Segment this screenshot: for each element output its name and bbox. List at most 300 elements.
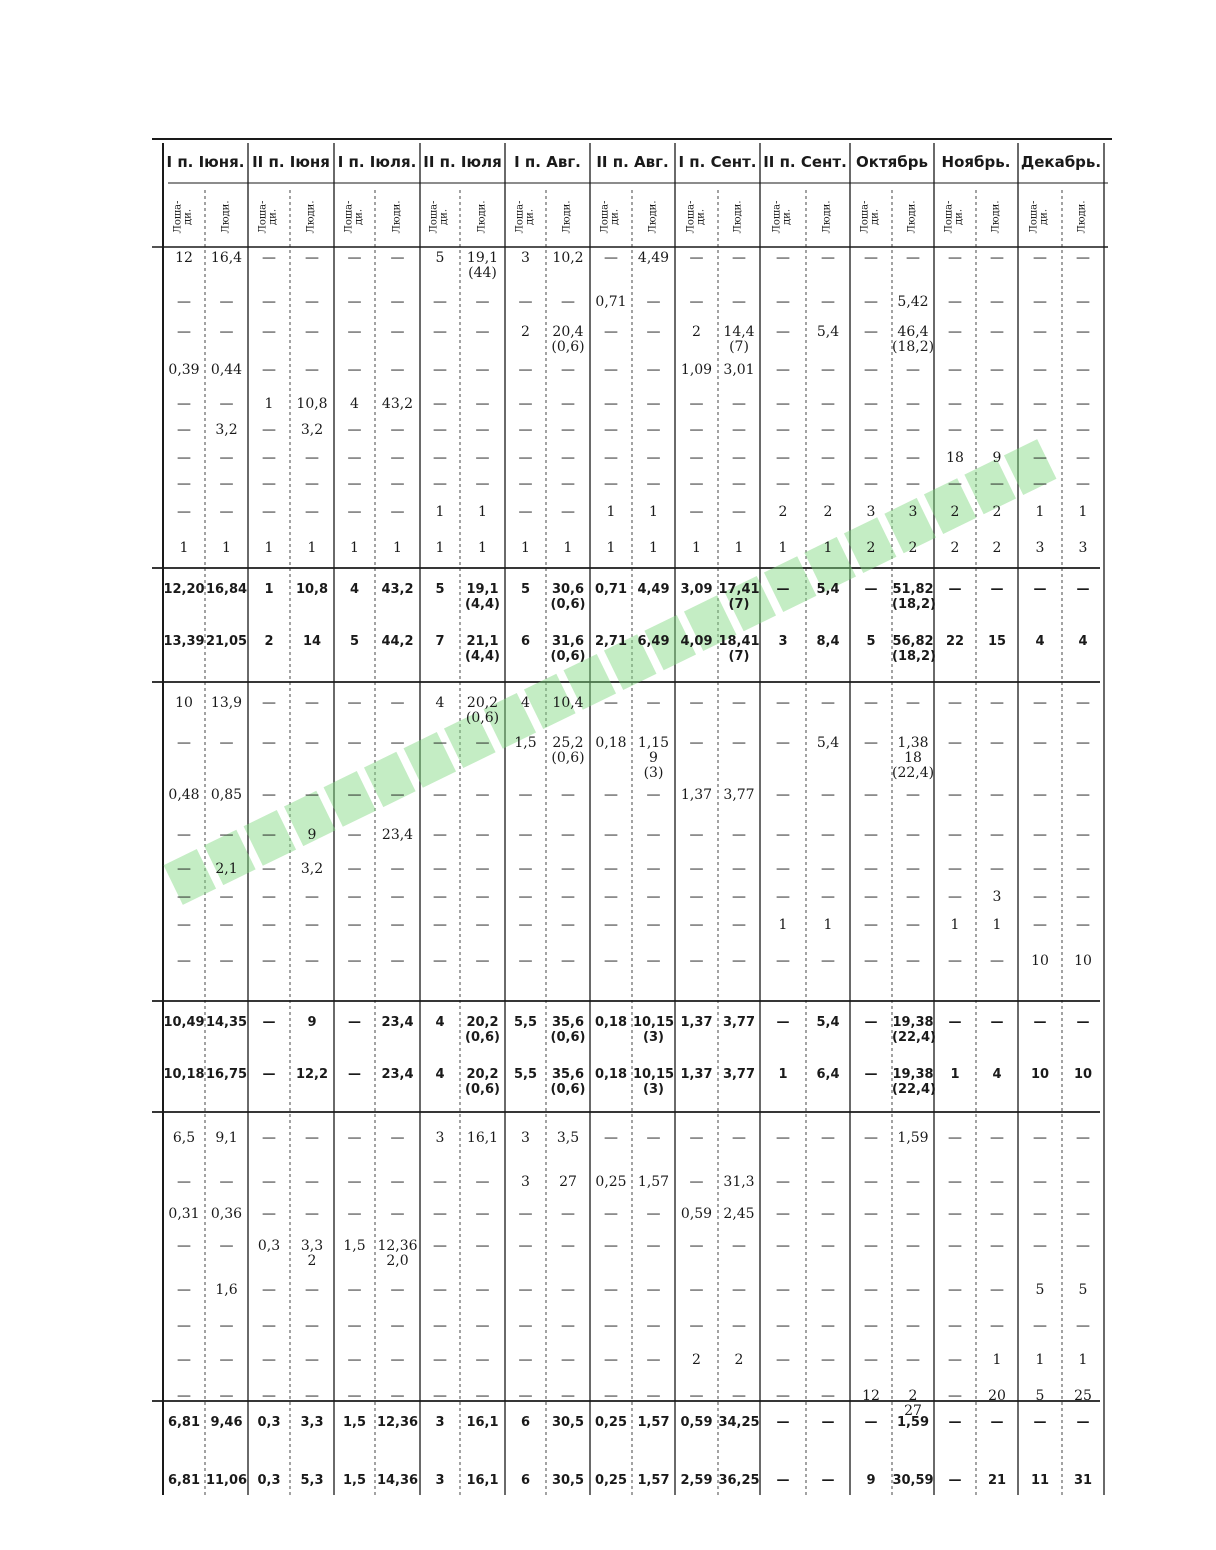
table-cell: — xyxy=(604,1206,618,1222)
table-cell: — xyxy=(776,1318,790,1334)
total-cell: 16,1 xyxy=(466,1415,499,1430)
table-cell: — xyxy=(347,917,362,933)
table-cell: 1,15 9 (3) xyxy=(637,735,670,781)
table-cell: — xyxy=(821,1318,835,1334)
subheader-label: Люди. xyxy=(562,200,573,234)
table-cell: — xyxy=(689,917,704,933)
table-cell: — xyxy=(906,422,920,438)
table-cell: — xyxy=(604,1388,618,1404)
table-cell: — xyxy=(906,1206,920,1222)
table-cell: — xyxy=(990,250,1004,266)
table-cell: — xyxy=(776,476,790,492)
table-cell: — xyxy=(177,294,191,310)
table-cell: — xyxy=(821,1282,835,1298)
table-cell: — xyxy=(177,953,191,969)
table-cell: — xyxy=(906,695,920,711)
table-cell: — xyxy=(906,827,920,843)
table-cell: — xyxy=(219,504,234,520)
table-cell: — xyxy=(1033,917,1047,933)
table-cell: — xyxy=(433,1352,447,1368)
total-cell: 1 xyxy=(264,582,274,597)
total-cell: 30,5 xyxy=(551,1473,585,1488)
table-cell: — xyxy=(347,250,362,266)
table-cell: — xyxy=(604,1282,618,1298)
table-cell: 2,1 xyxy=(215,861,238,877)
table-cell: — xyxy=(646,422,661,438)
table-cell: — xyxy=(689,476,704,492)
total-cell: 10,15 (3) xyxy=(632,1015,675,1045)
table-cell: 2 xyxy=(521,324,530,340)
table-cell: — xyxy=(219,917,234,933)
table-cell: — xyxy=(948,1318,962,1334)
subheader-horses xyxy=(760,192,806,242)
table-cell: — xyxy=(518,294,533,310)
total-cell: 13,39 xyxy=(163,634,205,649)
table-cell: — xyxy=(433,1388,447,1404)
table-cell: — xyxy=(390,1318,405,1334)
table-cell: 1 xyxy=(264,540,274,556)
table-cell: — xyxy=(906,889,920,905)
subheader-people xyxy=(976,192,1018,242)
table-cell: — xyxy=(990,1206,1004,1222)
table-cell: — xyxy=(177,1388,191,1404)
total-cell: 2,71 xyxy=(594,634,628,649)
total-cell: — xyxy=(821,1415,835,1430)
table-cell: — xyxy=(433,450,447,466)
table-cell: — xyxy=(475,917,490,933)
total-cell: 18,41 (7) xyxy=(718,634,760,664)
total-cell: — xyxy=(262,1015,276,1030)
table-cell: — xyxy=(646,1206,661,1222)
table-cell: — xyxy=(948,1130,962,1146)
table-cell: — xyxy=(864,250,878,266)
table-cell: — xyxy=(177,450,191,466)
table-cell: — xyxy=(646,1238,661,1254)
table-cell: — xyxy=(561,917,575,933)
total-cell: — xyxy=(1033,1015,1047,1030)
table-cell: — xyxy=(604,1318,618,1334)
table-cell: — xyxy=(1033,695,1047,711)
table-cell: — xyxy=(262,250,276,266)
table-cell: — xyxy=(1033,396,1047,412)
subheader-people xyxy=(205,192,248,242)
table-cell: 0,3 xyxy=(257,1238,281,1254)
table-cell: — xyxy=(948,827,962,843)
table-cell: — xyxy=(864,889,878,905)
table-cell: — xyxy=(177,735,191,751)
table-cell: 5 xyxy=(1078,1282,1088,1298)
table-cell: 10 xyxy=(1074,953,1092,969)
table-cell: — xyxy=(776,827,790,843)
table-cell: 2 xyxy=(950,504,960,520)
total-cell: 20,2 (0,6) xyxy=(465,1015,500,1045)
table-cell: — xyxy=(864,362,878,378)
table-cell: — xyxy=(390,450,405,466)
table-cell: 12 xyxy=(175,250,193,266)
total-cell: — xyxy=(864,1415,878,1430)
table-cell: 4 xyxy=(435,695,445,711)
table-cell: — xyxy=(732,735,746,751)
table-cell: 1,5 xyxy=(514,735,537,751)
table-cell: — xyxy=(433,1282,447,1298)
table-cell: — xyxy=(475,450,490,466)
table-cell: — xyxy=(776,1206,790,1222)
table-cell: 2 xyxy=(692,324,701,340)
total-cell: 36,25 xyxy=(718,1473,760,1488)
table-cell: — xyxy=(864,1206,878,1222)
total-cell: 6,49 xyxy=(637,634,670,649)
table-cell: — xyxy=(1076,917,1090,933)
table-cell: — xyxy=(821,362,835,378)
table-cell: — xyxy=(347,324,362,340)
total-cell: 19,38 (22,4) xyxy=(892,1067,936,1097)
subheader-label: Люди. xyxy=(733,200,744,234)
table-cell: — xyxy=(1033,450,1047,466)
table-cell: — xyxy=(305,1352,319,1368)
total-cell: 12,20 xyxy=(163,582,205,597)
table-cell: — xyxy=(561,1318,575,1334)
total-cell: 0,71 xyxy=(594,582,628,597)
table-cell: 23,4 xyxy=(381,827,414,843)
table-cell: — xyxy=(689,1388,704,1404)
table-cell: — xyxy=(776,362,790,378)
table-cell: — xyxy=(1076,889,1090,905)
table-cell: — xyxy=(776,1174,790,1190)
total-cell: 0,18 xyxy=(594,1015,628,1030)
total-cell: 5 xyxy=(866,634,876,649)
table-cell: — xyxy=(305,362,319,378)
table-cell: — xyxy=(347,695,362,711)
table-cell: — xyxy=(219,827,234,843)
total-cell: — xyxy=(948,1473,962,1488)
table-cell: — xyxy=(262,450,276,466)
table-cell: — xyxy=(906,953,920,969)
table-cell: — xyxy=(1076,476,1090,492)
subheader-horses xyxy=(934,192,976,242)
table-cell: 3,2 xyxy=(300,861,324,877)
table-cell: 0,85 xyxy=(210,787,243,803)
table-cell: — xyxy=(347,504,362,520)
table-cell: — xyxy=(732,450,746,466)
table-cell: — xyxy=(347,476,362,492)
table-cell: — xyxy=(518,1318,533,1334)
table-cell: — xyxy=(604,889,618,905)
subheader-label: Люди. xyxy=(476,200,488,234)
total-cell: — xyxy=(821,1473,835,1488)
total-cell: — xyxy=(990,1015,1004,1030)
subheader-label: Люди. xyxy=(647,200,659,234)
table-cell: 43,2 xyxy=(381,396,414,412)
table-cell: — xyxy=(1076,362,1090,378)
table-cell: — xyxy=(518,787,533,803)
total-cell: 1,37 xyxy=(680,1067,713,1082)
table-cell: — xyxy=(906,250,920,266)
table-cell: — xyxy=(864,422,878,438)
table-cell: — xyxy=(1076,250,1090,266)
table-cell: — xyxy=(821,396,835,412)
table-cell: 1,38 18 (22,4) xyxy=(892,735,935,781)
total-cell: 23,4 xyxy=(381,1067,414,1082)
table-cell: — xyxy=(390,1174,405,1190)
table-cell: — xyxy=(262,953,276,969)
table-cell: — xyxy=(518,362,533,378)
table-cell: — xyxy=(177,324,191,340)
total-cell: 0,18 xyxy=(594,1067,628,1082)
table-cell: — xyxy=(1033,827,1047,843)
table-cell: — xyxy=(433,953,447,969)
table-cell: — xyxy=(347,1282,362,1298)
table-cell: — xyxy=(906,1174,920,1190)
table-cell: — xyxy=(604,953,618,969)
table-cell: — xyxy=(864,953,878,969)
total-cell: 35,6 (0,6) xyxy=(550,1015,586,1045)
table-cell: — xyxy=(689,504,704,520)
table-cell: — xyxy=(347,827,362,843)
table-cell: — xyxy=(1033,1130,1047,1146)
table-cell: 1 xyxy=(350,540,359,556)
subheader-people xyxy=(718,192,760,242)
table-cell: — xyxy=(305,504,319,520)
total-cell: — xyxy=(348,1015,361,1030)
total-cell: 12,2 xyxy=(295,1067,329,1082)
table-cell: — xyxy=(390,250,405,266)
table-cell: 25,2 (0,6) xyxy=(551,735,585,766)
table-cell: — xyxy=(990,324,1004,340)
table-cell: — xyxy=(177,396,191,412)
table-cell: — xyxy=(347,1130,362,1146)
table-cell: 3 xyxy=(908,504,918,520)
table-cell: — xyxy=(561,450,575,466)
table-cell: — xyxy=(689,953,704,969)
table-cell: — xyxy=(604,250,618,266)
table-cell: — xyxy=(390,889,405,905)
total-cell: 14,35 xyxy=(205,1015,248,1030)
table-cell: — xyxy=(990,735,1004,751)
table-cell: 3,3 2 xyxy=(300,1238,324,1269)
total-cell: 5 xyxy=(349,634,360,649)
subheader-horses xyxy=(334,192,375,242)
subheader-label: Лоша- ди. xyxy=(599,200,621,234)
table-cell: — xyxy=(561,1388,575,1404)
subheader-label: Люди. xyxy=(220,200,232,234)
table-cell: 1 xyxy=(778,917,788,933)
table-cell: 2 xyxy=(950,540,960,556)
table-cell: — xyxy=(433,1206,447,1222)
table-cell: — xyxy=(305,476,319,492)
table-cell: — xyxy=(821,294,835,310)
table-cell: — xyxy=(475,787,490,803)
total-cell: 15 xyxy=(987,634,1007,649)
table-cell: — xyxy=(948,362,962,378)
table-cell: — xyxy=(305,1206,319,1222)
total-cell: 10,15 (3) xyxy=(632,1067,675,1097)
table-cell: — xyxy=(948,250,962,266)
table-cell: — xyxy=(948,953,962,969)
table-cell: — xyxy=(262,917,276,933)
total-cell: 1 xyxy=(950,1067,960,1082)
table-cell: — xyxy=(906,476,920,492)
table-cell: — xyxy=(1076,450,1090,466)
table-cell: — xyxy=(475,861,490,877)
total-cell: 5,4 xyxy=(816,1015,840,1030)
table-cell: — xyxy=(262,1318,276,1334)
table-cell: — xyxy=(433,396,447,412)
total-cell: — xyxy=(776,582,790,597)
table-cell: 4 xyxy=(350,396,359,412)
subheader-label: Лоша- ди. xyxy=(257,200,279,234)
table-cell: — xyxy=(561,827,575,843)
table-cell: — xyxy=(219,1388,234,1404)
column-header-7: I п. Сент. xyxy=(678,153,757,171)
subheader-label: Лоша- ди. xyxy=(172,200,194,234)
total-cell: 5,5 xyxy=(513,1015,538,1030)
table-cell: — xyxy=(732,889,746,905)
table-cell: — xyxy=(561,1352,575,1368)
table-cell: — xyxy=(390,1282,405,1298)
table-cell: — xyxy=(561,1206,575,1222)
table-cell: — xyxy=(305,250,319,266)
total-cell: 35,6 (0,6) xyxy=(550,1067,586,1097)
subheader-people xyxy=(892,192,934,242)
table-cell: — xyxy=(864,1282,878,1298)
table-cell: — xyxy=(262,695,276,711)
table-cell: 1 xyxy=(307,540,317,556)
table-cell: — xyxy=(864,396,878,412)
table-cell: — xyxy=(776,1388,790,1404)
total-cell: 10 xyxy=(1073,1067,1093,1082)
table-cell: — xyxy=(948,735,962,751)
total-cell: 9 xyxy=(307,1015,317,1030)
total-cell: 31 xyxy=(1073,1473,1093,1488)
table-cell: — xyxy=(305,1388,319,1404)
table-cell: — xyxy=(219,1238,234,1254)
table-cell: — xyxy=(433,362,447,378)
table-cell: — xyxy=(518,504,533,520)
table-cell: 1 xyxy=(606,504,616,520)
table-cell: — xyxy=(305,953,319,969)
table-cell: — xyxy=(390,917,405,933)
table-cell: — xyxy=(433,324,447,340)
table-cell: — xyxy=(990,695,1004,711)
table-cell: — xyxy=(776,422,790,438)
total-cell: 3,3 xyxy=(300,1415,324,1430)
table-cell: — xyxy=(262,1130,276,1146)
table-cell: — xyxy=(177,889,191,905)
table-cell: — xyxy=(305,889,319,905)
table-cell: 10 xyxy=(175,695,193,711)
total-cell: — xyxy=(948,582,962,597)
table-cell: — xyxy=(821,861,835,877)
table-cell: — xyxy=(177,827,191,843)
table-cell: — xyxy=(390,735,405,751)
table-cell: — xyxy=(948,396,962,412)
table-cell: — xyxy=(262,861,276,877)
table-cell: — xyxy=(177,1352,191,1368)
table-cell: — xyxy=(948,889,962,905)
total-cell: — xyxy=(776,1415,790,1430)
table-cell: — xyxy=(518,827,533,843)
table-cell: — xyxy=(732,396,746,412)
table-cell: — xyxy=(864,787,878,803)
table-cell: — xyxy=(390,787,405,803)
table-cell: 19,1 (44) xyxy=(466,250,499,281)
table-cell: 3 xyxy=(435,1130,445,1146)
table-cell: — xyxy=(347,889,362,905)
table-cell: 0,39 xyxy=(168,362,200,378)
table-cell: 3 xyxy=(992,889,1002,905)
total-cell: 10,49 xyxy=(163,1015,205,1030)
table-cell: — xyxy=(604,422,618,438)
subheader-horses xyxy=(1018,192,1062,242)
total-cell: 3 xyxy=(778,634,788,649)
table-cell: — xyxy=(1076,827,1090,843)
total-cell: 44,2 xyxy=(381,634,414,649)
table-cell: — xyxy=(1076,396,1090,412)
subheader-label: Лоша- ди. xyxy=(685,200,707,234)
total-cell: 17,41 (7) xyxy=(718,582,760,612)
table-cell: — xyxy=(732,861,746,877)
table-cell: — xyxy=(1033,362,1047,378)
total-cell: — xyxy=(776,1473,790,1488)
table-cell: — xyxy=(864,1318,878,1334)
total-cell: 19,38 (22,4) xyxy=(892,1015,936,1045)
table-cell: — xyxy=(390,1206,405,1222)
table-cell: — xyxy=(864,294,878,310)
table-cell: — xyxy=(948,1352,962,1368)
table-cell: — xyxy=(646,1282,661,1298)
table-cell: — xyxy=(990,476,1004,492)
total-cell: 16,1 xyxy=(466,1473,499,1488)
table-cell: — xyxy=(948,787,962,803)
total-cell: 3 xyxy=(435,1473,445,1488)
total-cell: 3,77 xyxy=(722,1015,756,1030)
subheader-label: Лоша- ди. xyxy=(771,200,793,234)
table-cell: — xyxy=(990,1238,1004,1254)
total-cell: 10,8 xyxy=(295,582,329,597)
total-cell: 6,81 xyxy=(167,1415,201,1430)
total-cell: — xyxy=(1076,1015,1090,1030)
table-cell: — xyxy=(475,1318,490,1334)
table-cell: — xyxy=(305,324,319,340)
table-cell: — xyxy=(990,422,1004,438)
total-cell: 5,3 xyxy=(300,1473,324,1488)
table-cell: — xyxy=(732,1130,746,1146)
table-cell: — xyxy=(776,450,790,466)
total-cell: — xyxy=(948,1415,962,1430)
table-cell: — xyxy=(646,1130,661,1146)
table-cell: — xyxy=(948,1388,962,1404)
table-cell: — xyxy=(347,1206,362,1222)
table-cell: — xyxy=(347,422,362,438)
table-cell: — xyxy=(219,450,234,466)
table-cell: — xyxy=(433,294,447,310)
table-cell: — xyxy=(1076,1174,1090,1190)
table-cell: — xyxy=(689,695,704,711)
table-cell: — xyxy=(262,476,276,492)
table-cell: — xyxy=(219,1174,234,1190)
table-cell: — xyxy=(262,1352,276,1368)
table-cell: — xyxy=(219,953,234,969)
table-cell: — xyxy=(262,1282,276,1298)
total-cell: 21,1 (4,4) xyxy=(465,634,500,664)
total-cell: 7 xyxy=(435,634,445,649)
table-cell: — xyxy=(177,861,191,877)
table-cell: 1,5 xyxy=(343,1238,366,1254)
table-cell: 0,36 xyxy=(210,1206,243,1222)
table-cell: — xyxy=(689,1174,704,1190)
table-cell: — xyxy=(561,889,575,905)
total-cell: 3,09 xyxy=(680,582,713,597)
